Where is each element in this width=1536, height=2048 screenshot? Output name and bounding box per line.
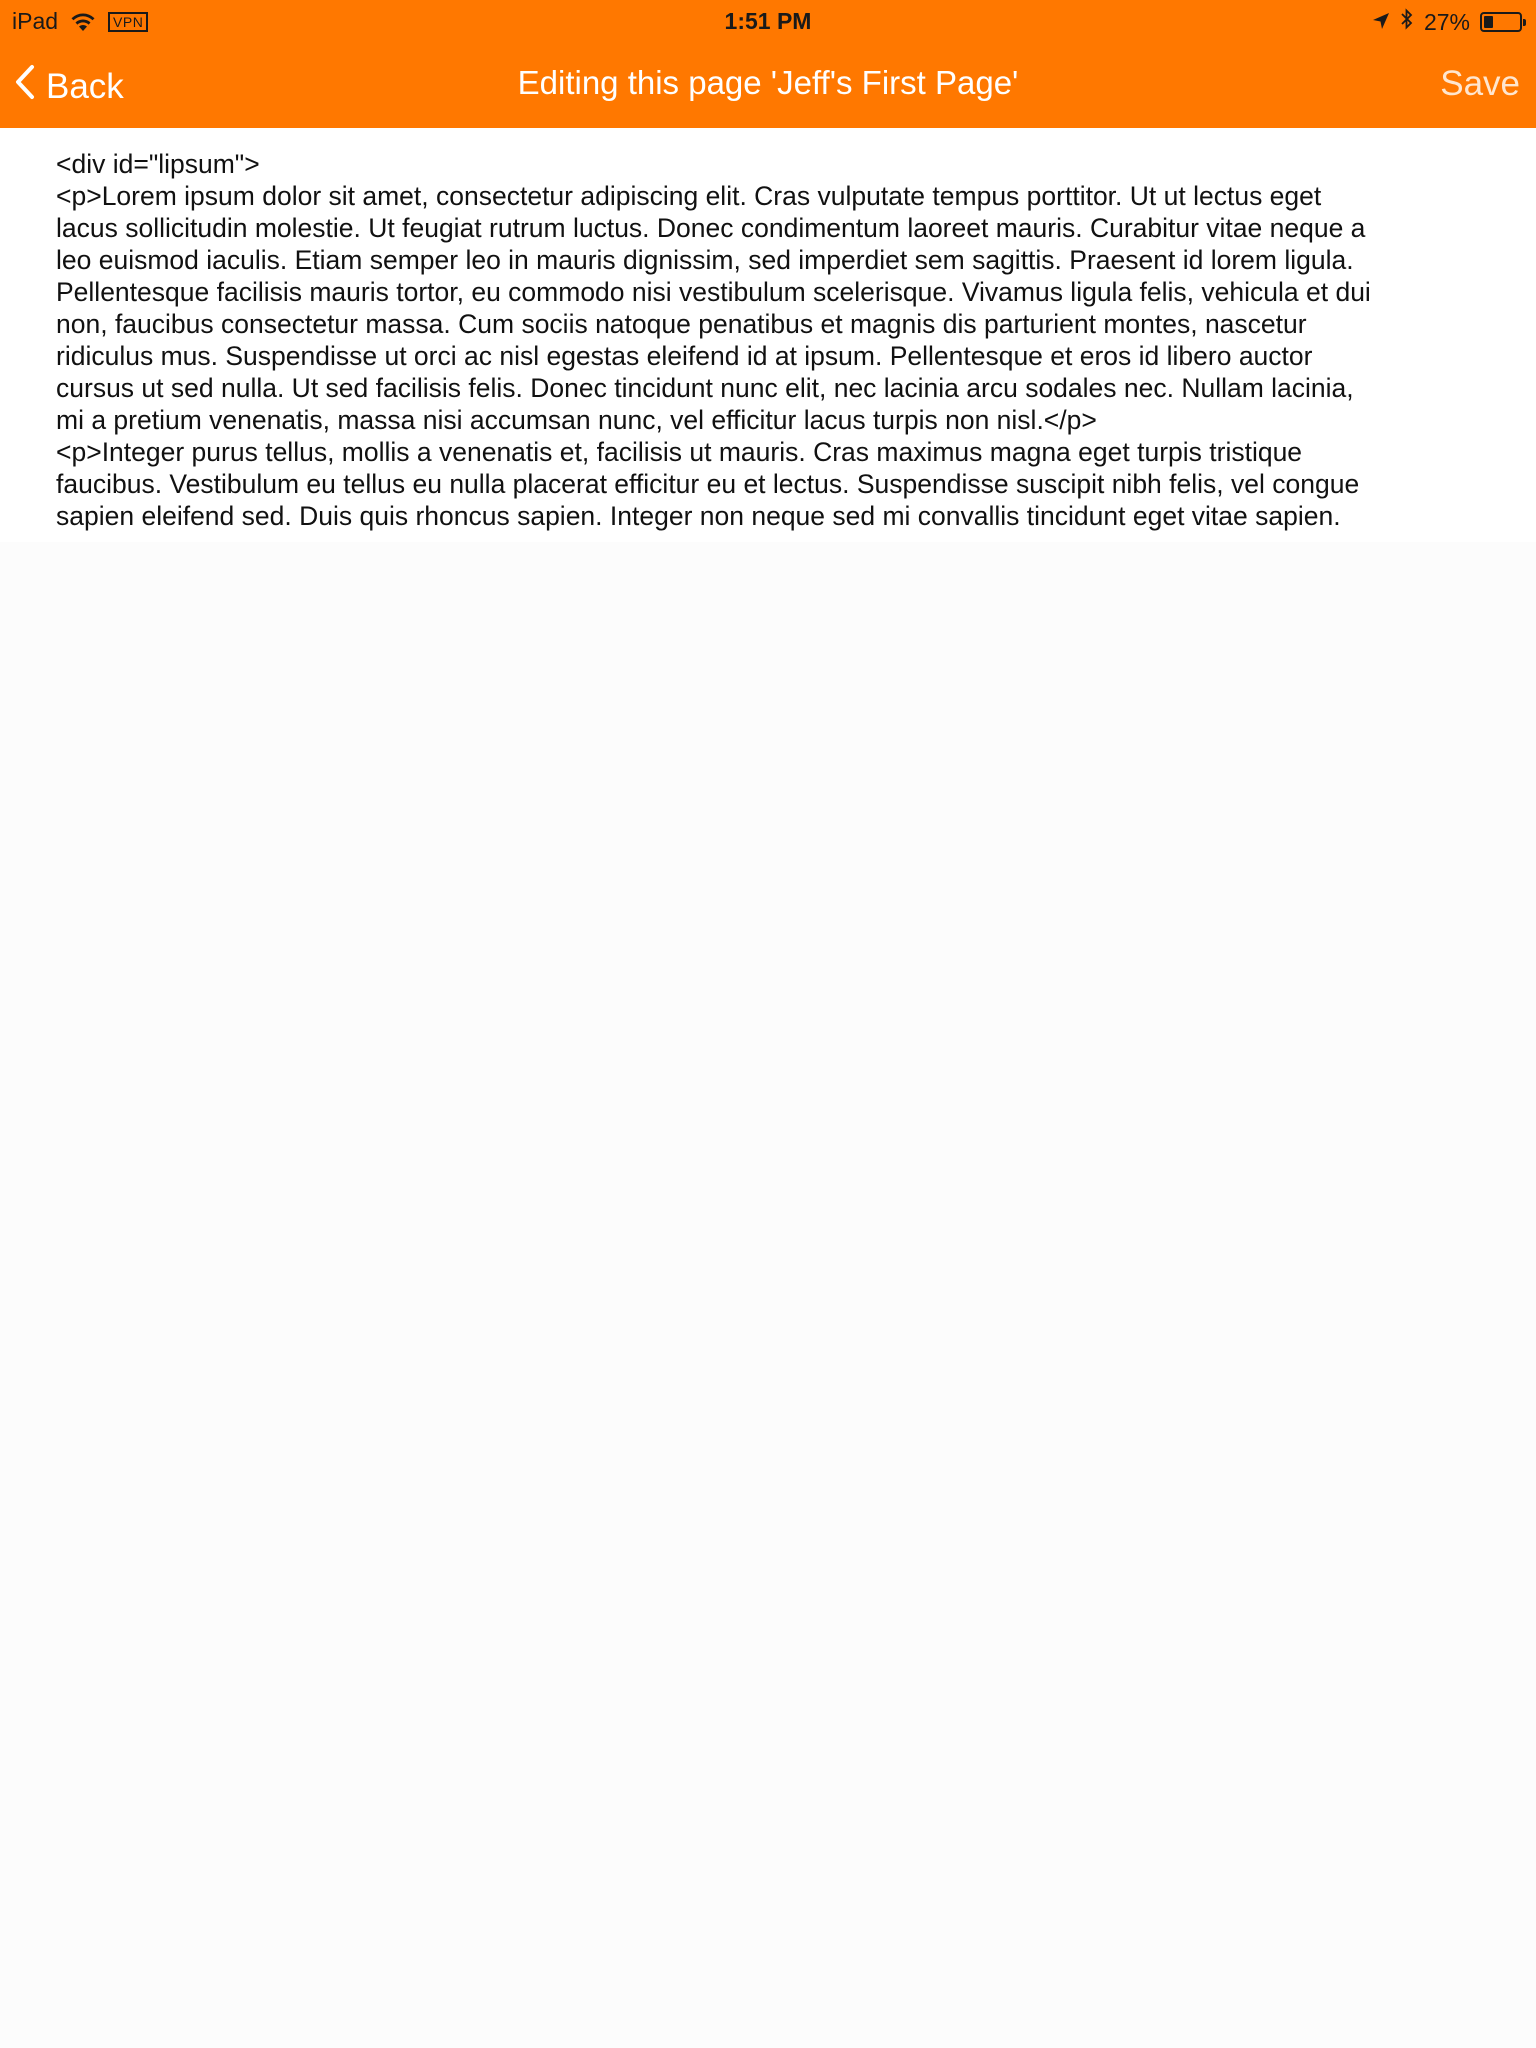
status-right [1372,8,1522,36]
location-arrow-icon [1372,9,1390,36]
device-name: iPad [12,8,59,34]
save-button[interactable]: Save [1440,64,1520,103]
back-label: Back [46,66,124,106]
page-title: Editing this page 'Jeff's First Page' [517,64,1019,101]
vpn-badge: VPN [108,12,148,32]
status-time: 1:51 PM [724,8,812,34]
bluetooth-icon [1400,8,1414,36]
navigation-bar [0,40,1536,128]
battery-icon [1480,12,1522,32]
battery-percent: 27% [1423,8,1470,35]
empty-content-area [0,542,1536,2048]
html-editor[interactable] [0,128,1536,542]
top-bar [0,0,1536,128]
editor-content[interactable]: <div id="lipsum"> <p>Lorem ipsum dolor sit amet, consectetur adipiscing elit. Cras vulputate tempus porttitor. Ut ut lectus eget lacus sollicitudin molestie. Ut feugiat rutrum luctus. Donec condimentum laoreet mauris. Curabitur vitae neque a leo euismod iaculis. Etiam semper leo in mauris dignissim, sed imperdiet sem sagittis. Praesent id lorem ligula. Pellentesque facilisis mauris tortor, eu commodo nisi vestibulum scelerisque. Vivamus ligula felis, vehicula et dui non, faucibus consectetur massa. Cum sociis natoque penatibus et magnis dis parturient montes, nascetur ridiculus mus. Suspendisse ut orci ac nisl egestas eleifend id at ipsum. Pellentesque et eros id libero auctor cursus ut sed nulla. Ut sed facilisis felis. Donec tincidunt nunc elit, nec lacinia arcu sodales nec. Nullam lacinia, mi a pretium venenatis, massa nisi accumsan nunc, vel efficitur lacus turpis non nisl.</p> <p>Integer purus tellus, mollis a venenatis et, facilisis ut mauris. Cras maximus magna eget turpis tristique faucibus. Vestibulum eu tellus eu nulla placerat efficitur eu et lectus. Suspendisse suscipit nibh felis, vel congue sapien eleifend sed. Duis quis rhoncus sapien. Integer non neque sed mi convallis tincidunt eget vitae sapien. [56,149,1371,531]
battery-level [1484,16,1493,28]
status-bar [0,0,1536,40]
